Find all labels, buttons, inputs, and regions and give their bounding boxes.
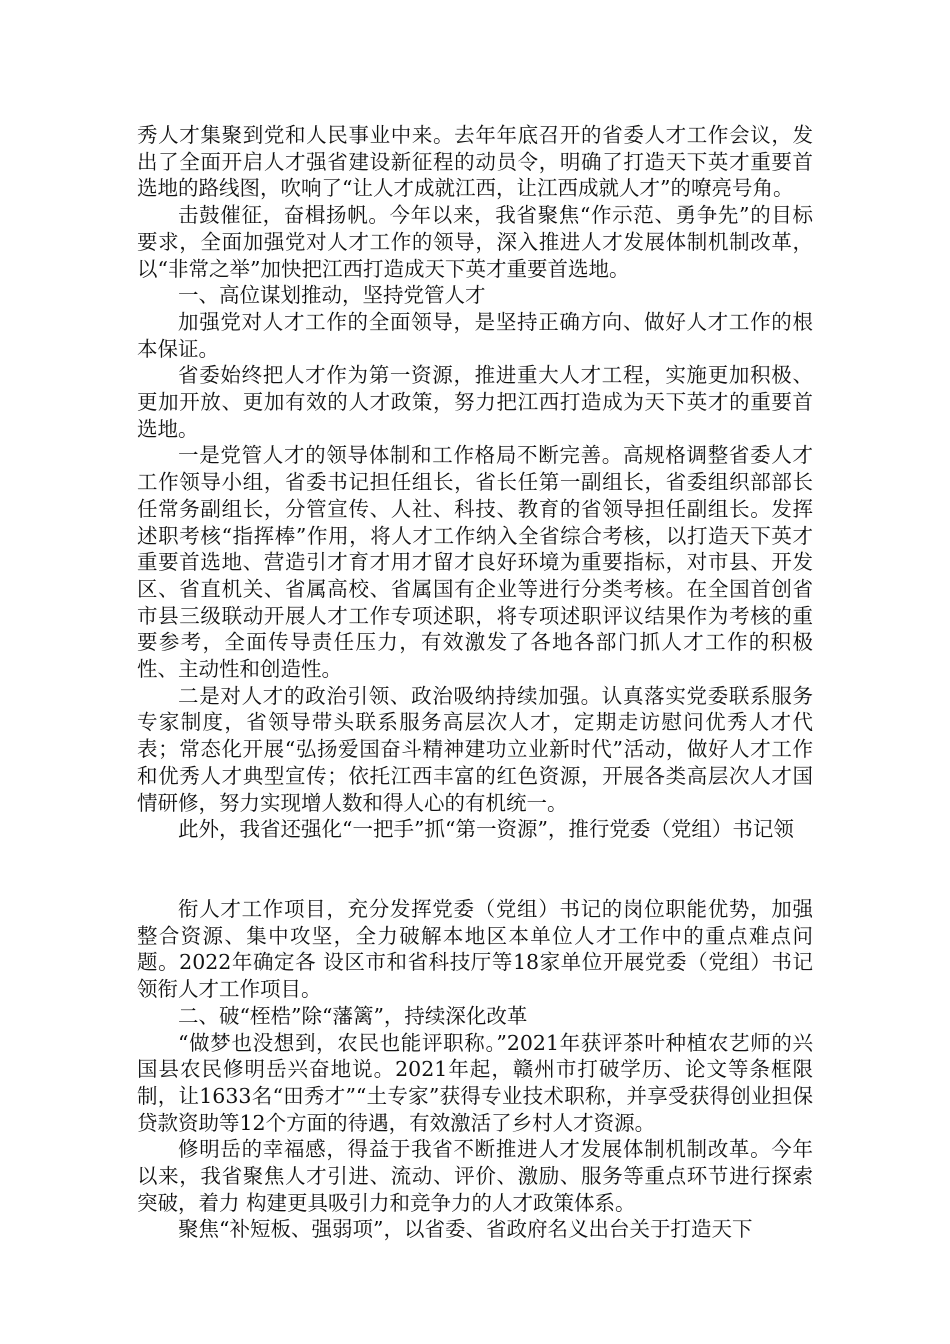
paragraph: 一是党管人才的领导体制和工作格局不断完善。高规格调整省委人才工作领导小组，省委书记担任组长，省长任第一副组长，省委组织部部长任常务副组长，分管宣传、人社、科技、教育的省领导担任副组长。发挥述职考核“指挥棒”作用，将人才工作纳入全省综合考核，以打造天下英才重要首选地、营造引才育才用才留才良好环境为重要指标，对市县、开发区、省直机关、省属高校、省属国有企业等进行分类考核。在全国首创省市县三级联动开展人才工作专项述职，将专项述职评议结果作为考核的重要参考，全面传导责任压力，有效激发了各地各部门抓人才工作的积极性、主动性和创造性。 (137, 443, 813, 682)
paragraph: 省委始终把人才作为第一资源，推进重大人才工程，实施更加积极、更加开放、更加有效的人才政策，努力把江西打造成为天下英才的重要首选地。 (137, 363, 813, 441)
page-break-gap (137, 843, 813, 896)
article-body-part2 (137, 896, 813, 1243)
paragraph: 秀人才集聚到党和人民事业中来。去年年底召开的省委人才工作会议，发出了全面开启人才强省建设新征程的动员令，明确了打造天下英才重要首选地的路线图，吹响了“让人才成就江西，让江西成就人才”的嘹亮号角。 (137, 123, 813, 201)
document-page (137, 122, 813, 1243)
paragraph: 加强党对人才工作的全面领导，是坚持正确方向、做好人才工作的根本保证。 (137, 309, 813, 361)
paragraph: 聚焦“补短板、强弱项”，以省委、省政府名义出台关于打造天下 (178, 1217, 753, 1242)
paragraph: 二是对人才的政治引领、政治吸纳持续加强。认真落实党委联系服务专家制度，省领导带头联系服务高层次人才，定期走访慰问优秀人才代表；常态化开展“弘扬爱国奋斗精神建功立业新时代”活动，做好人才工作和优秀人才典型宣传；依托江西丰富的红色资源，开展各类高层次人才国情研修，努力实现增人数和得人心的有机统一。 (137, 683, 813, 815)
section-heading: 二、破“桎梏”除“藩篱”，持续深化改革 (178, 1003, 528, 1028)
paragraph: 修明岳的幸福感，得益于我省不断推进人才发展体制机制改革。今年以来，我省聚焦人才引进、流动、评价、激励、服务等重点环节进行探索突破，着力 构建更具吸引力和竞争力的人才政策体系。 (137, 1137, 813, 1215)
paragraph: 击鼓催征，奋楫扬帆。今年以来，我省聚焦“作示范、勇争先”的目标要求，全面加强党对人才工作的领导，深入推进人才发展体制机制改革，以“非常之举”加快把江西打造成天下英才重要首选地。 (137, 203, 813, 281)
section-heading: 一、高位谋划推动，坚持党管人才 (178, 283, 486, 308)
paragraph: 衔人才工作项目，充分发挥党委（党组）书记的岗位职能优势，加强整合资源、集中攻坚，全力破解本地区本单位人才工作中的重点难点问题。2022年确定各 设区市和省科技厅等18家单位开展党委（党组）书记领衔人才工作项目。 (137, 896, 813, 1002)
article-body-part1 (137, 122, 813, 843)
paragraph: 此外，我省还强化“一把手”抓“第一资源”，推行党委（党组）书记领 (178, 817, 794, 842)
paragraph: “做梦也没想到，农民也能评职称。”2021年获评茶叶种植农艺师的兴国县农民修明岳兴奋地说。2021年起，赣州市打破学历、论文等条框限制，让1633名“田秀才”“土专家”获得专业技术职称，并享受获得创业担保贷款资助等12个方面的待遇，有效激活了乡村人才资源。 (137, 1030, 813, 1135)
